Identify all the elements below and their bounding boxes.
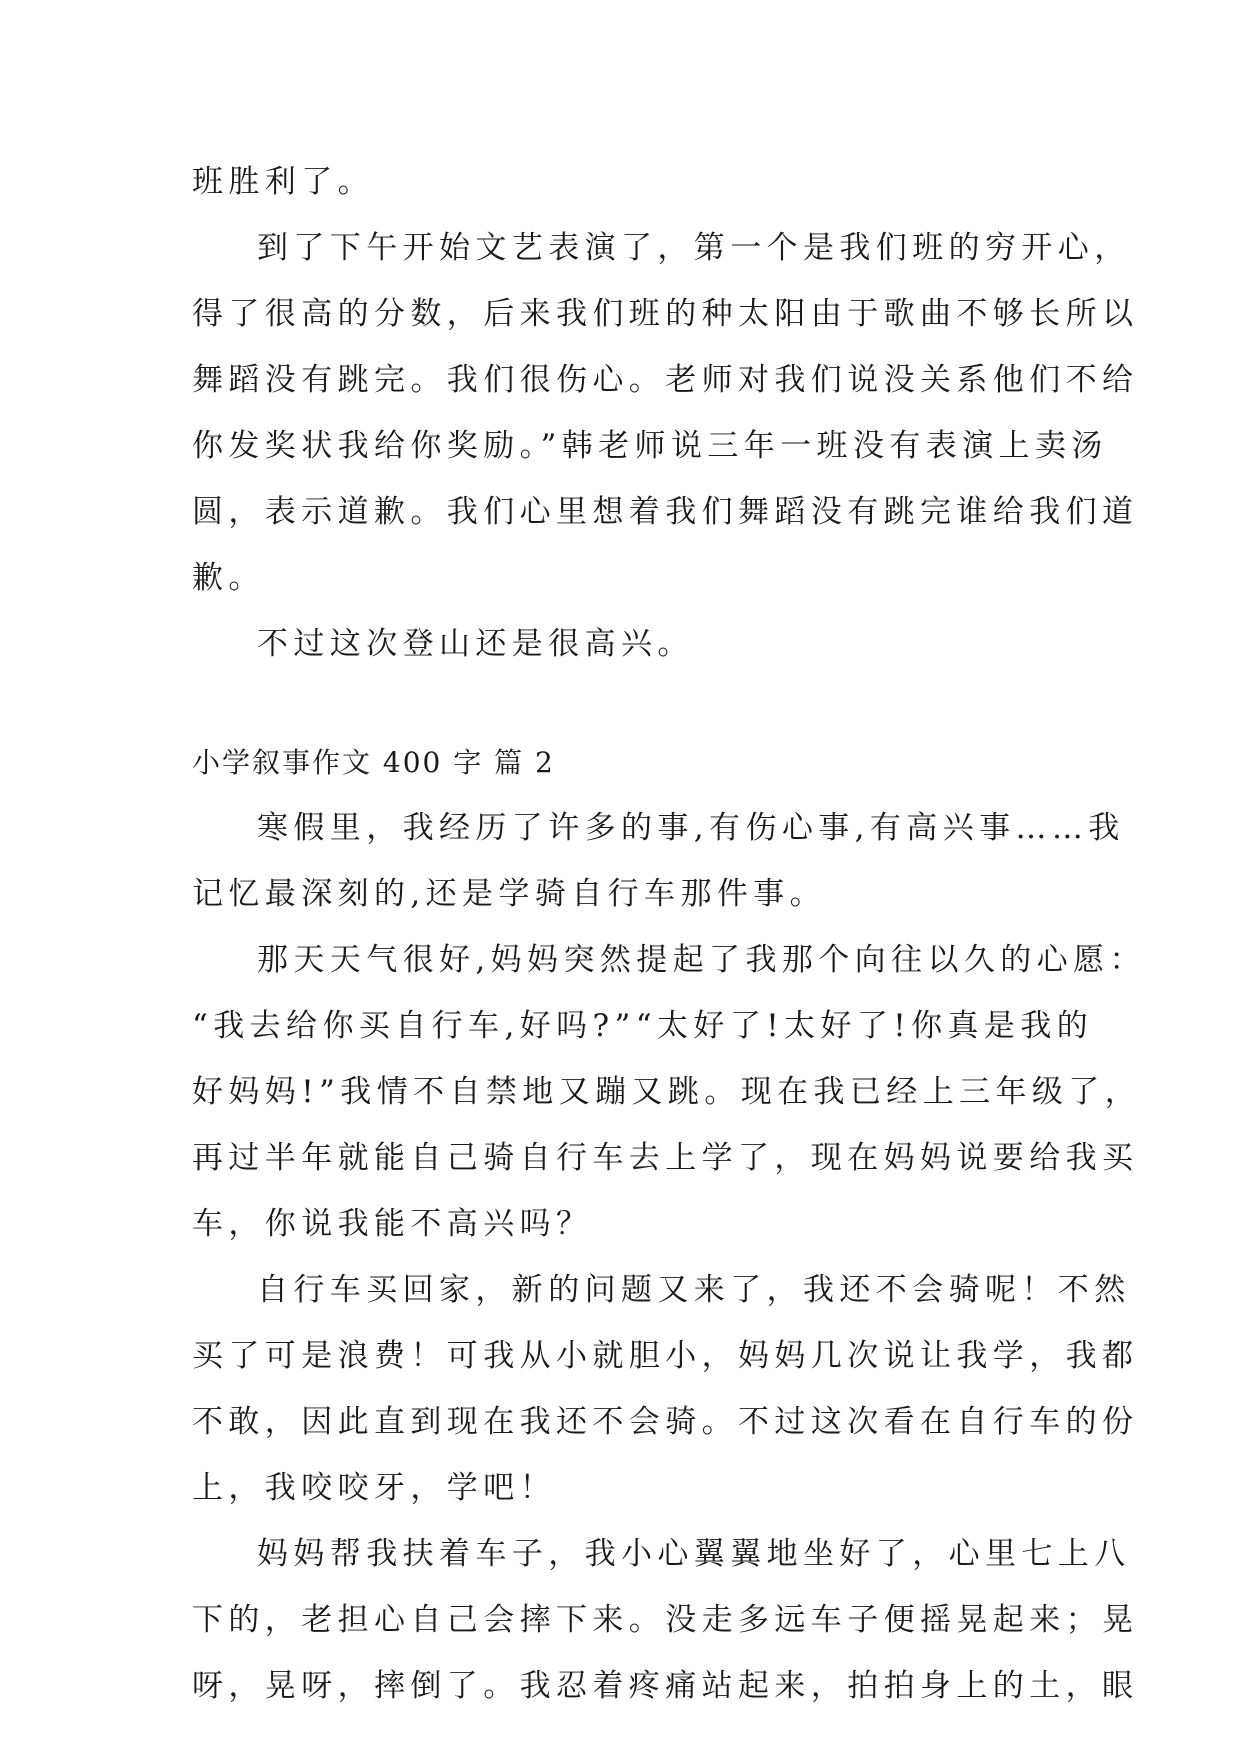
text-line: 买了可是浪费！可我从小就胆小，妈妈几次说让我学，我都: [192, 1338, 1139, 1374]
paragraph-first-line: 寒假里，我经历了许多的事,有伤心事,有高兴事……我: [257, 810, 1125, 846]
text-line: 你发奖状我给你奖励。”韩老师说三年一班没有表演上卖汤: [192, 428, 1108, 464]
section-heading: 小学叙事作文 400 字 篇 2: [192, 746, 555, 779]
text-line: “我去给你买自行车,好吗?”“太好了!太好了!你真是我的: [192, 1008, 1094, 1044]
paragraph-first-line: 那天天气很好,妈妈突然提起了我那个向往以久的心愿：: [257, 942, 1146, 978]
text-line: 圆，表示道歉。我们心里想着我们舞蹈没有跳完谁给我们道: [192, 494, 1139, 530]
text-line: 歉。: [192, 560, 265, 596]
text-line: 记忆最深刻的,还是学骑自行车那件事。: [192, 876, 827, 912]
paragraph-first-line: 不过这次登山还是很高兴。: [257, 626, 694, 662]
text-line: 车，你说我能不高兴吗？: [192, 1206, 593, 1242]
text-line: 好妈妈!”我情不自禁地又蹦又跳。现在我已经上三年级了，: [192, 1074, 1142, 1110]
text-line: 得了很高的分数，后来我们班的种太阳由于歌曲不够长所以: [192, 296, 1139, 332]
text-line: 再过半年就能自己骑自行车去上学了，现在妈妈说要给我买: [192, 1140, 1139, 1176]
paragraph-first-line: 到了下午开始文艺表演了，第一个是我们班的穷开心，: [257, 230, 1131, 266]
text-line: 班胜利了。: [192, 164, 374, 200]
text-line: 不敢，因此直到现在我还不会骑。不过这次看在自行车的份: [192, 1404, 1139, 1440]
paragraph-first-line: 自行车买回家，新的问题又来了，我还不会骑呢！不然: [257, 1272, 1131, 1308]
text-line: 上，我咬咬牙，学吧！: [192, 1470, 556, 1506]
paragraph-first-line: 妈妈帮我扶着车子，我小心翼翼地坐好了，心里七上八: [257, 1536, 1131, 1572]
text-line: 下的，老担心自己会摔下来。没走多远车子便摇晃起来；晃: [192, 1602, 1139, 1638]
text-line: 呀，晃呀，摔倒了。我忍着疼痛站起来，拍拍身上的土，眼: [192, 1668, 1139, 1704]
text-line: 舞蹈没有跳完。我们很伤心。老师对我们说没关系他们不给: [192, 362, 1139, 398]
